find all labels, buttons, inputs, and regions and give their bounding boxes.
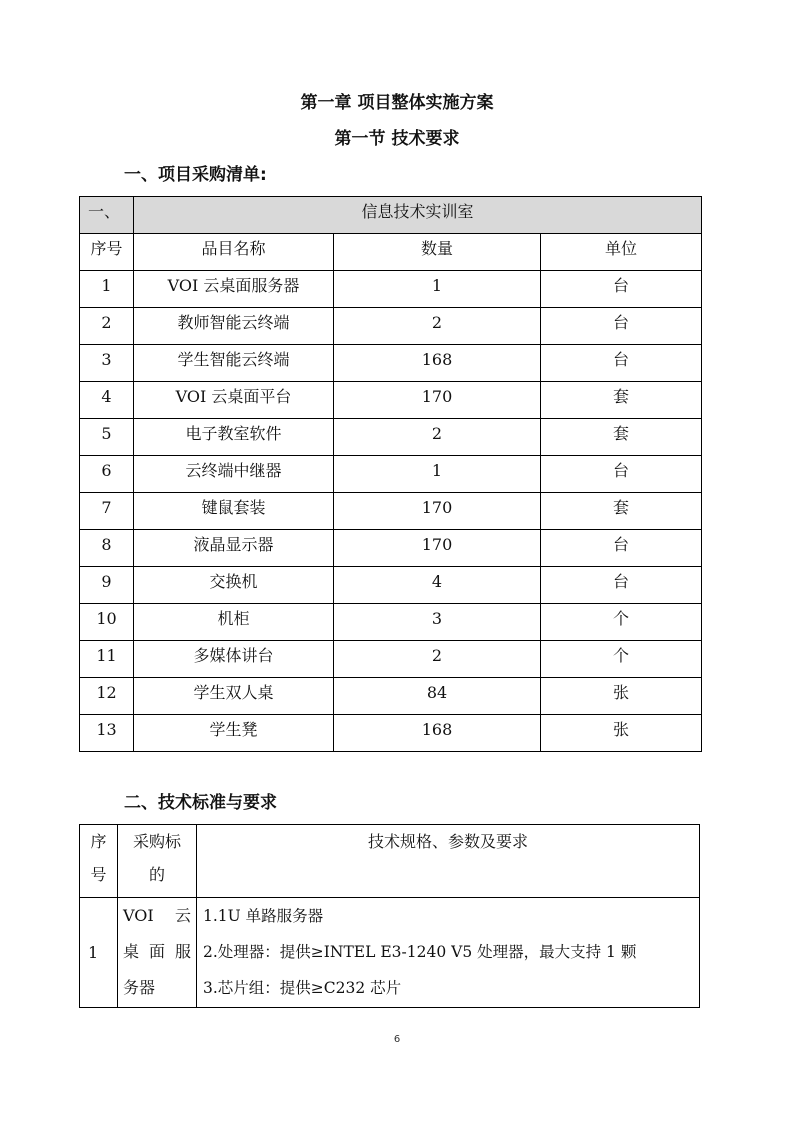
cell-unit: 台 — [541, 456, 702, 493]
cell-quantity: 170 — [334, 382, 541, 419]
cell-index: 1 — [80, 898, 118, 1008]
col-header-item — [118, 825, 197, 898]
part2-heading: 二、技术标准与要求 — [124, 793, 277, 813]
cell-unit: 套 — [541, 419, 702, 456]
cell-name: 液晶显示器 — [134, 530, 334, 567]
col-header-spec: 技术规格、参数及要求 — [197, 825, 700, 898]
group-index: 一、 — [80, 197, 134, 234]
table-row — [80, 604, 702, 641]
cell-quantity: 168 — [334, 345, 541, 382]
cell-unit: 台 — [541, 530, 702, 567]
cell-name: VOI 云桌面服务器 — [134, 271, 334, 308]
cell-name: 多媒体讲台 — [134, 641, 334, 678]
chapter-title: 第一章 项目整体实施方案 — [300, 93, 494, 113]
cell-name: 机柜 — [134, 604, 334, 641]
cell-unit: 台 — [541, 345, 702, 382]
page-number: 6 — [393, 1034, 401, 1045]
table-row — [80, 382, 702, 419]
cell-index: 8 — [80, 530, 134, 567]
group-row — [80, 197, 702, 234]
table-row — [80, 641, 702, 678]
table-row — [80, 419, 702, 456]
cell-name: 学生智能云终端 — [134, 345, 334, 382]
cell-quantity: 2 — [334, 641, 541, 678]
cell-name: 键鼠套装 — [134, 493, 334, 530]
table-row — [80, 678, 702, 715]
cell-quantity: 84 — [334, 678, 541, 715]
col-header-name: 品目名称 — [134, 234, 334, 271]
part1-heading: 一、项目采购清单: — [124, 165, 267, 185]
col-header-item-line1: 采购标 — [132, 832, 181, 851]
cell-name: 学生凳 — [134, 715, 334, 752]
cell-index: 12 — [80, 678, 134, 715]
header-row — [80, 234, 702, 271]
table-row — [80, 271, 702, 308]
cell-name: 云终端中继器 — [134, 456, 334, 493]
cell-index: 6 — [80, 456, 134, 493]
table-row — [80, 493, 702, 530]
cell-index: 3 — [80, 345, 134, 382]
spec-line: 2.处理器：提供≥INTEL E3-1240 V5 处理器，最大支持 1 颗 — [203, 943, 637, 961]
col-header-index-line1: 序 — [90, 832, 107, 851]
col-header-unit: 单位 — [541, 234, 702, 271]
cell-quantity: 168 — [334, 715, 541, 752]
cell-unit: 个 — [541, 604, 702, 641]
cell-quantity: 3 — [334, 604, 541, 641]
cell-unit: 台 — [541, 567, 702, 604]
cell-quantity: 2 — [334, 308, 541, 345]
cell-index: 13 — [80, 715, 134, 752]
cell-name: 学生双人桌 — [134, 678, 334, 715]
table-row — [80, 530, 702, 567]
table-row — [80, 567, 702, 604]
cell-name: 教师智能云终端 — [134, 308, 334, 345]
cell-index: 1 — [80, 271, 134, 308]
col-header-quantity: 数量 — [334, 234, 541, 271]
cell-index: 10 — [80, 604, 134, 641]
cell-quantity: 170 — [334, 493, 541, 530]
col-header-index: 序号 — [80, 234, 134, 271]
cell-unit: 张 — [541, 678, 702, 715]
spec-line: 1.1U 单路服务器 — [203, 907, 324, 925]
cell-index: 11 — [80, 641, 134, 678]
col-header-item-line2: 的 — [148, 865, 165, 884]
procurement-table — [79, 196, 702, 752]
cell-name: 交换机 — [134, 567, 334, 604]
cell-index: 4 — [80, 382, 134, 419]
cell-index: 9 — [80, 567, 134, 604]
cell-unit: 台 — [541, 308, 702, 345]
cell-item-name — [118, 898, 197, 1008]
cell-unit: 个 — [541, 641, 702, 678]
cell-quantity: 1 — [334, 271, 541, 308]
cell-index: 7 — [80, 493, 134, 530]
table-row — [80, 308, 702, 345]
cell-unit: 套 — [541, 382, 702, 419]
cell-quantity: 170 — [334, 530, 541, 567]
cell-unit: 台 — [541, 271, 702, 308]
col-header-index-line2: 号 — [90, 865, 107, 884]
item-name-line: 桌面服 — [123, 942, 191, 961]
group-title: 信息技术实训室 — [134, 197, 702, 234]
spec-line: 3.芯片组：提供≥C232 芯片 — [203, 979, 402, 997]
cell-index: 2 — [80, 308, 134, 345]
cell-quantity: 4 — [334, 567, 541, 604]
item-name-line: 务器 — [123, 978, 156, 997]
section-title: 第一节 技术要求 — [334, 129, 460, 149]
cell-unit: 张 — [541, 715, 702, 752]
cell-name: 电子教室软件 — [134, 419, 334, 456]
spec-row — [80, 898, 700, 1008]
table-row — [80, 345, 702, 382]
cell-name: VOI 云桌面平台 — [134, 382, 334, 419]
cell-index: 5 — [80, 419, 134, 456]
table-row — [80, 715, 702, 752]
spec-header-row — [80, 825, 700, 898]
item-name-line: VOI 云 — [123, 906, 191, 925]
table-row — [80, 456, 702, 493]
spec-table — [79, 824, 700, 1008]
cell-unit: 套 — [541, 493, 702, 530]
cell-quantity: 2 — [334, 419, 541, 456]
col-header-index — [80, 825, 118, 898]
cell-specs — [197, 898, 700, 1008]
cell-quantity: 1 — [334, 456, 541, 493]
